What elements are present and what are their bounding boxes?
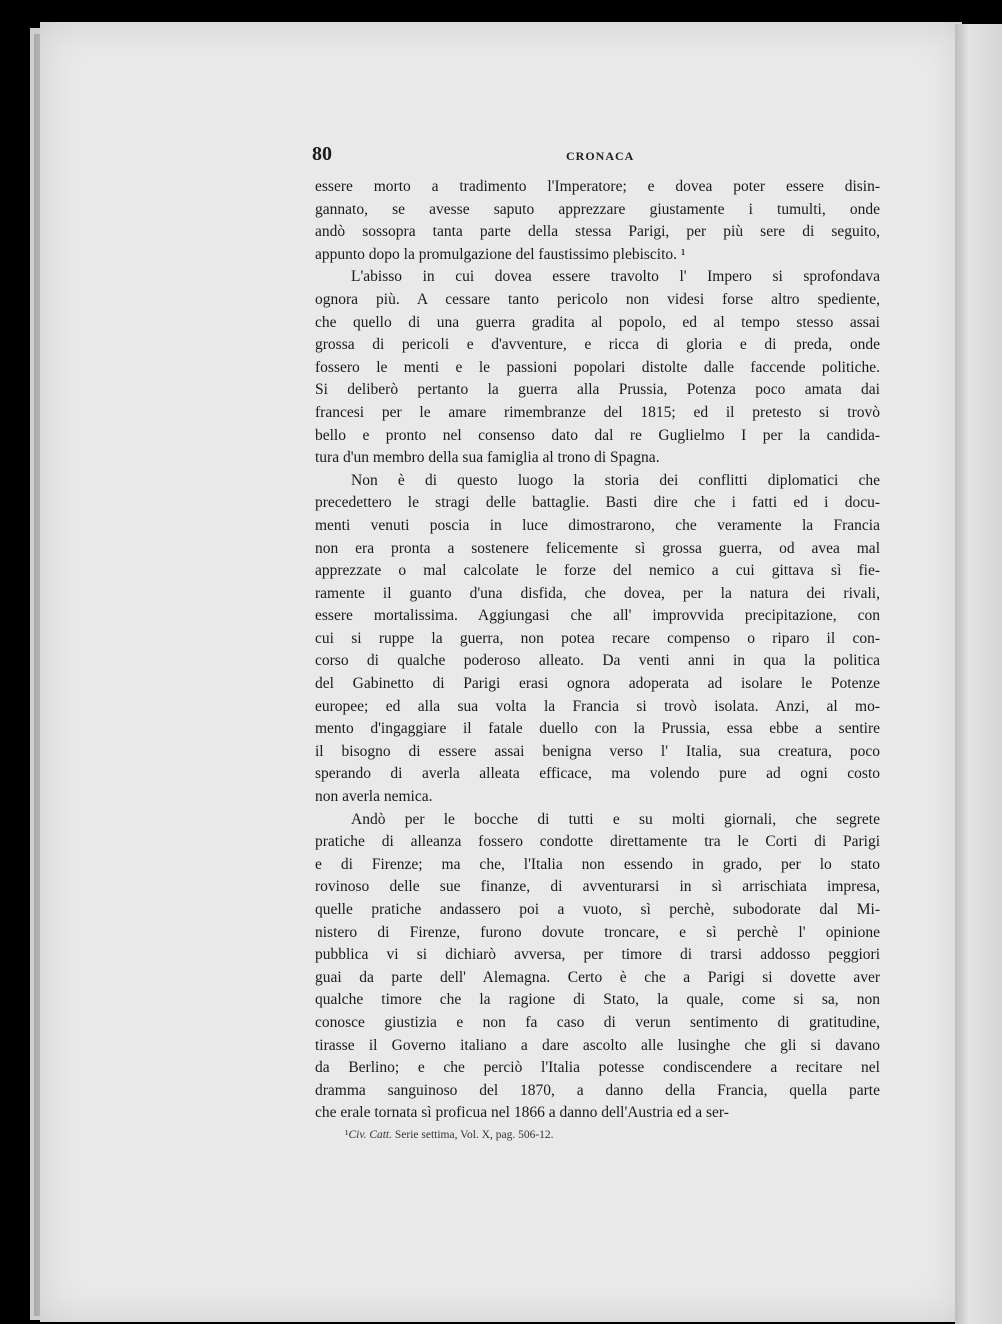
running-title: CRONACA [566,149,635,163]
footnote-marker: ¹ [345,1129,349,1141]
text-line: rovinoso delle sue finanze, di avventurarsi in sì arrischiata impresa, [315,878,880,896]
text-line: tirasse il Governo italiano a dare ascolto alle lusinghe che gli si davano [315,1036,880,1054]
text-line: non averla nemica. [315,788,433,806]
page-header [312,143,882,167]
text-line: che quello di una guerra gradita al popolo, ed al tempo stesso assai [315,313,880,331]
paragraph [315,176,880,266]
text-line: bello e pronto nel consenso dato dal re Guglielmo I per la candida- [315,426,880,444]
text-line: nistero di Firenze, furono dovute troncare, e sì perchè l' opinione [315,923,880,941]
footnote-source: Civ. Catt. [348,1129,393,1141]
text-line: e di Firenze; ma che, l'Italia non essendo in grado, per lo stato [315,855,880,873]
text-line: mento d'ingaggiare il fatale duello con la Prussia, essa ebbe a sentire [315,720,880,738]
text-line: appunto dopo la promulgazione del faustissimo plebiscito. ¹ [315,245,686,263]
text-line: menti venuti poscia in luce dimostrarono, che veramente la Francia [315,516,880,534]
text-line: qualche timore che la ragione di Stato, la quale, come si sa, non [315,991,880,1009]
text-line: andò sossopra tanta parte della stessa Parigi, per più sere di seguito, [315,223,880,241]
next-page-edge [955,24,1002,1324]
text-line: grossa di pericoli e d'avventure, e ricca di gloria e di preda, onde [315,336,880,354]
text-line: fossero le menti e le passioni popolari distolte dalle faccende politiche. [315,358,880,376]
text-line: conosce giustizia e non fa caso di verun sentimento di gratitudine, [315,1013,880,1031]
text-line: quelle pratiche andassero poi a vuoto, sì perchè, subodorate dal Mi- [315,901,880,918]
text-line: pratiche di alleanza fossero condotte direttamente tra le Corti di Parigi [315,833,880,851]
text-line: Si deliberò pertanto la guerra alla Prussia, Potenza poco amata dai [315,381,880,399]
text-line: del Gabinetto di Parigi erasi ognora adoperata ad isolare le Potenze [315,675,880,693]
text-line: essere morto a tradimento l'Imperatore; e dovea poter essere disin- [315,178,880,195]
text-line: da Berlino; e che perciò l'Italia potesse condiscendere a recitare nel [315,1059,880,1077]
text-line: tura d'un membro della sua famiglia al trono di Spagna. [315,449,660,467]
text-line: apprezzate o mal calcolate le forze del nemico a cui gittava sì fie- [315,562,880,580]
footnote [345,1129,554,1141]
body-text [315,176,880,1125]
text-line: non era pronta a sostenere felicemente sì grossa guerra, od avea mal [315,539,880,557]
text-line: Andò per le bocche di tutti e su molti giornali, che segrete [351,810,880,828]
text-line: corso di qualche poderoso alleato. Da venti anni in qua la politica [315,652,880,670]
text-line: ramente il guanto d'una disfida, che dovea, per la natura dei rivali, [315,584,880,602]
text-line: gannato, se avesse saputo apprezzare giustamente i tumulti, onde [315,200,880,218]
text-line: L'abisso in cui dovea essere travolto l' Impero si sprofondava [351,268,880,286]
text-line: europee; ed alla sua volta la Francia si trovò isolata. Anzi, al mo- [315,697,880,715]
text-line: sperando di averla alleata efficace, ma volendo pure ad ogni costo [315,765,880,783]
text-line: pubblica vi si dichiarò avversa, per timore di trarsi addosso peggiori [315,946,880,964]
text-line: dramma sanguinoso del 1870, a danno della Francia, quella parte [315,1081,880,1099]
text-line: francesi per le amare rimembranze del 1815; ed il pretesto si trovò [315,403,880,421]
page-number: 80 [312,143,332,165]
text-line: Non è di questo luogo la storia dei conflitti diplomatici che [351,471,880,489]
text-line: essere mortalissima. Aggiungasi che all' improvvida precipitazione, con [315,607,880,625]
text-line: che erale tornata sì proficua nel 1866 a danno dell'Austria ed a ser- [315,1104,729,1122]
footnote-text: Serie settima, Vol. X, pag. 506-12. [394,1129,554,1141]
paragraph [315,470,880,809]
paragraph [315,266,880,469]
text-line: guai da parte dell' Alemagna. Certo è che a Parigi si dovette aver [315,968,880,986]
text-line: precedettero le stragi delle battaglie. Basti dire che i fatti ed i docu- [315,494,880,512]
paragraph [315,809,880,1125]
text-line: il bisogno di essere assai benigna verso l' Italia, sua creatura, poco [315,742,880,760]
text-line: cui si ruppe la guerra, non potea recare compenso o riparo il con- [315,629,880,647]
text-line: ognora più. A cessare tanto pericolo non videsi forse altro spediente, [315,290,880,308]
